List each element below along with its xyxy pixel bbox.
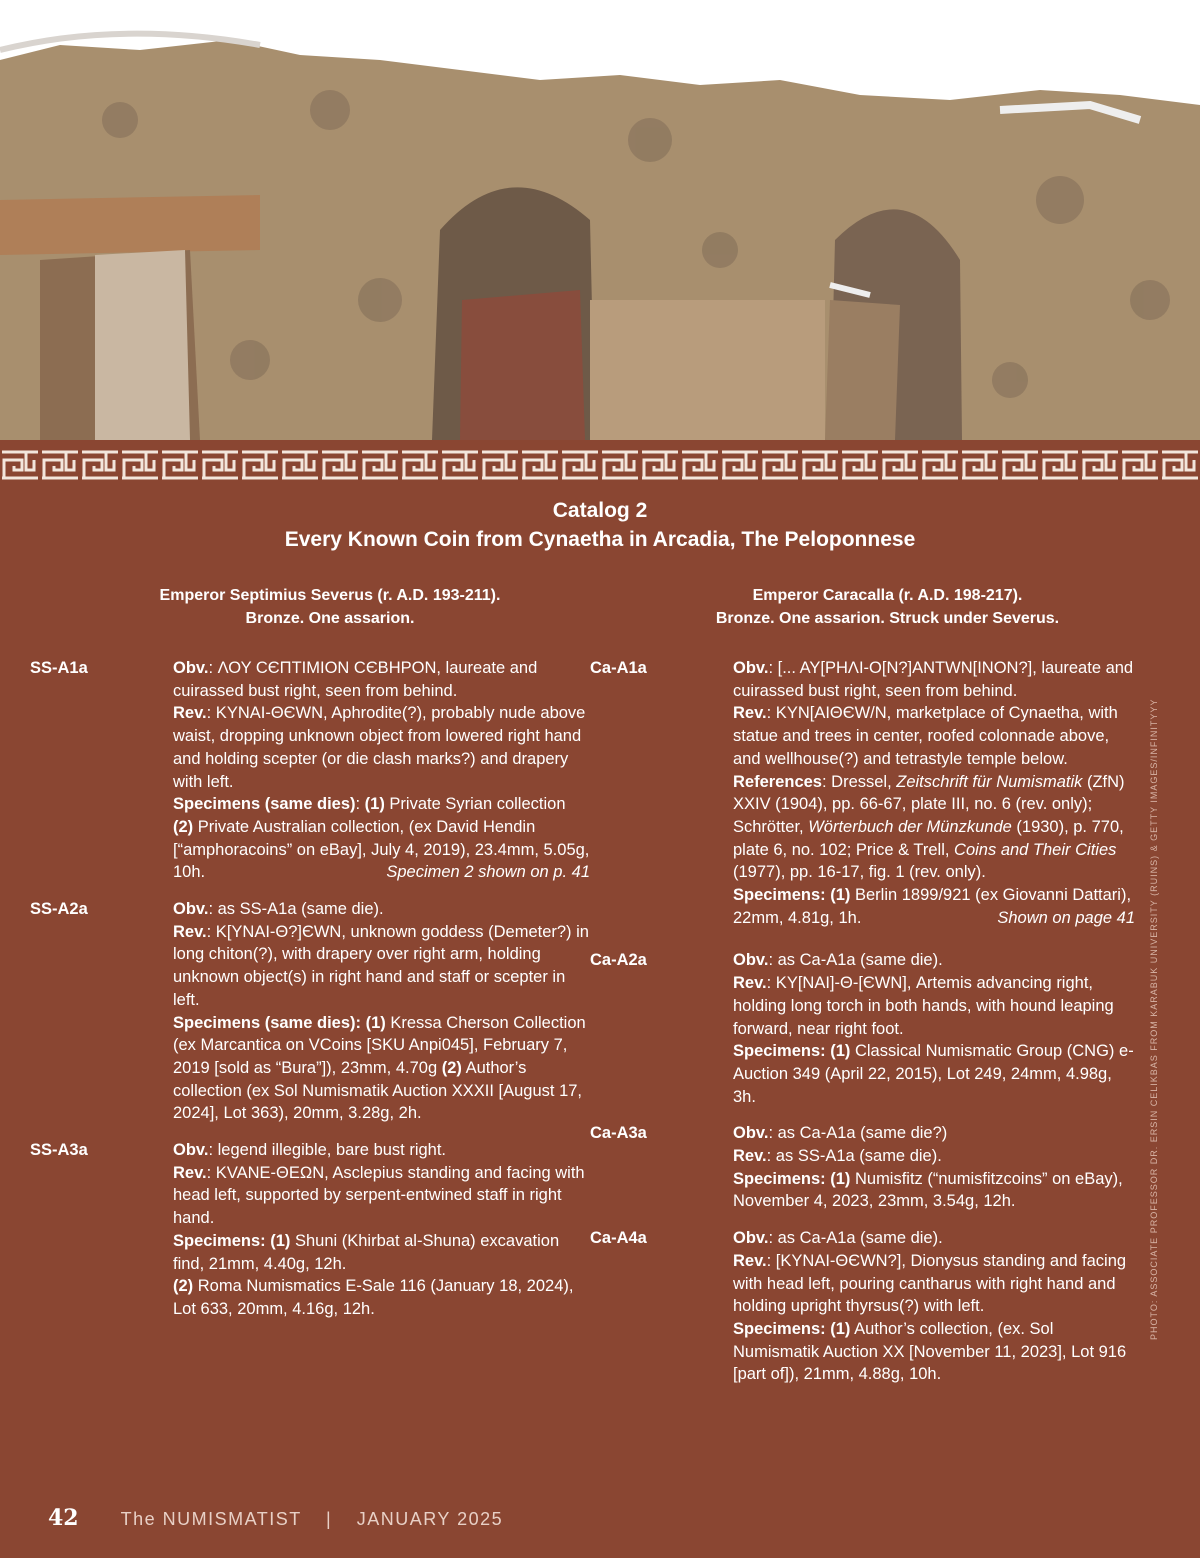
coin-entry (590, 657, 1135, 929)
emperor-heading (30, 584, 590, 630)
coin-entry (590, 949, 1135, 1108)
obverse: Obv.: as Ca-A1a (same die). (733, 951, 943, 970)
specimens: Specimens: (1) Author’s collection, (ex. Sol Numismatik Auction XX [November 11, 2023], Lot 916 [part of]), 21mm, 4.88g, 10h. (733, 1319, 1127, 1384)
coin-code: SS-A1a (30, 659, 88, 677)
catalog-title-block (0, 496, 1200, 554)
catalog-subtitle: Every Known Coin from Cynaetha in Arcadia, The Peloponnese (284, 528, 916, 551)
page-number: 42 (48, 1505, 79, 1531)
image-note: Specimen 2 shown on p. 41 (386, 863, 590, 882)
page-footer (48, 1505, 503, 1531)
coin-code: Ca-A1a (590, 659, 647, 677)
emperor-heading (590, 584, 1135, 630)
emperor-name: Emperor Caracalla (r. A.D. 198-217). (752, 587, 1023, 604)
catalog-title: Catalog 2 (552, 499, 648, 522)
reverse: Rev.: KYN[AIΘЄW/N, marketplace of Cynaetha, with statue and trees in center, roofed colonnade above, and wellhouse(?) and tetrastyle temple below. (733, 704, 1118, 768)
obverse: Obv.: [... AY[PHΛI-O[N?]ANTWN[INON?], laureate and cuirassed bust right, seen from behind. (733, 659, 1134, 700)
image-note: Shown on page 41 (997, 908, 1135, 927)
specimens: Specimens: (1) Shuni (Khirbat al-Shuna) excavation find, 21mm, 4.40g, 12h. (2) Roma Numismatics E-Sale 116 (January 18, 2024), Lot 633, 20mm, 4.16g, 12h. (173, 1231, 574, 1318)
coin-entry (30, 898, 590, 1125)
footer-separator: | (326, 1509, 333, 1529)
obverse: Obv.: legend illegible, bare bust right. (173, 1141, 447, 1160)
coin-entry (590, 1122, 1135, 1213)
references: References: Dressel, Zeitschrift für Numismatik (ZfN) XXIV (1904), pp. 66-67, plate III, no. 6 (rev. only); Schrötter, Wörterbuch der Münzkunde (1930), p. 770, plate 6, no. 102; Price & Trell, Coins and Their Cities (1977), pp. 16-17, fig. 1 (rev. only). (733, 772, 1125, 882)
coin-code: Ca-A2a (590, 951, 647, 970)
specimens: Specimens (same dies): (1) Private Syrian collection (2) Private Australian collection, (ex David Hendin [“amphoracoins” on eBay], July 4, 2019), 23.4mm, 5.05g, 10h. Specimen 2 shown on p. 41 (173, 793, 590, 884)
obverse: Obv.: ΛΟΥ CЄΠΤΙΜΙΟΝ CЄΒΗΡΟΝ, laureate and cuirassed bust right, seen from behind. (173, 659, 538, 700)
specimens: Specimens (same dies): (1) Kressa Cherson Collection (ex Marcantica on VCoins [SKU Anpi045], February 7, 2019 [sold as “Bura”]), 23mm, 4.70g (2) Author’s collection (ex Sol Numismatik Auction XXXII [August 17, 2024], Lot 363), 20mm, 3.28g, 2h. (173, 1013, 586, 1123)
reverse: Rev.: [KYNAI-ΘЄWN?], Dionysus standing and facing with head left, pouring cantharus with right hand and holding upright thyrsus(?) with left. (733, 1251, 1127, 1316)
coin-denomination: Bronze. One assarion. (245, 610, 415, 627)
emperor-name: Emperor Septimius Severus (r. A.D. 193-211). (159, 587, 501, 604)
coin-entry (590, 1227, 1135, 1386)
coin-code: Ca-A4a (590, 1229, 647, 1248)
specimens: Specimens: (1) Classical Numismatic Group (CNG) e-Auction 349 (April 22, 2015), Lot 249, 24mm, 4.98g, 3h. (733, 1042, 1134, 1106)
ruins-photo (0, 0, 1200, 440)
magazine-name: The NUMISMATIST (120, 1509, 302, 1529)
photo-credit: PHOTO: ASSOCIATE PROFESSOR DR. ERSIN CELIKBAS FROM KARABUK UNIVERSITY (RUINS) & GETTY IMAGES/INFINITYYY (1149, 698, 1159, 1340)
obverse: Obv.: as SS-A1a (same die). (173, 900, 384, 919)
right-column (590, 584, 1135, 1400)
coin-code: SS-A2a (30, 900, 88, 919)
coin-denomination: Bronze. One assarion. Struck under Severus. (715, 610, 1060, 627)
coin-entry (30, 657, 590, 884)
specimens: Specimens: (1) Numisfitz (“numisfitzcoins” on eBay), November 4, 2023, 23mm, 3.54g, 12h. (733, 1169, 1123, 1211)
coin-code: SS-A3a (30, 1141, 88, 1160)
greek-key-border (0, 440, 1200, 490)
left-column (30, 584, 590, 1335)
reverse: Rev.: as SS-A1a (same die). (733, 1147, 942, 1166)
reverse: Rev.: KY[NAI]-Θ-[ЄWN], Artemis advancing right, holding long torch in both hands, with hound leaping forward, near right foot. (733, 974, 1114, 1038)
coin-entry (30, 1139, 590, 1321)
specimens: Specimens: (1) Berlin 1899/921 (ex Giovanni Dattari), 22mm, 4.81g, 1h. Shown on page 41 (733, 884, 1135, 929)
coin-code: Ca-A3a (590, 1124, 647, 1143)
reverse: Rev.: K[YNAI-Θ?]ЄWN, unknown goddess (Demeter?) in long chiton(?), with drapery over right arm, holding unknown object(s) in right hand and staff or scepter in left. (173, 922, 589, 1009)
issue-date: JANUARY 2025 (356, 1509, 504, 1529)
obverse: Obv.: as Ca-A1a (same die?) (733, 1124, 948, 1143)
reverse: Rev.: KVANE-ΘEΩN, Asclepius standing and facing with head left, supported by serpent-entwined staff in right hand. (173, 1163, 585, 1228)
obverse: Obv.: as Ca-A1a (same die). (733, 1229, 943, 1248)
reverse: Rev.: KYNAI-ΘЄWN, Aphrodite(?), probably nude above waist, dropping unknown object from lowered right hand and holding scepter (or die clash marks?) and drapery with left. (173, 704, 586, 791)
